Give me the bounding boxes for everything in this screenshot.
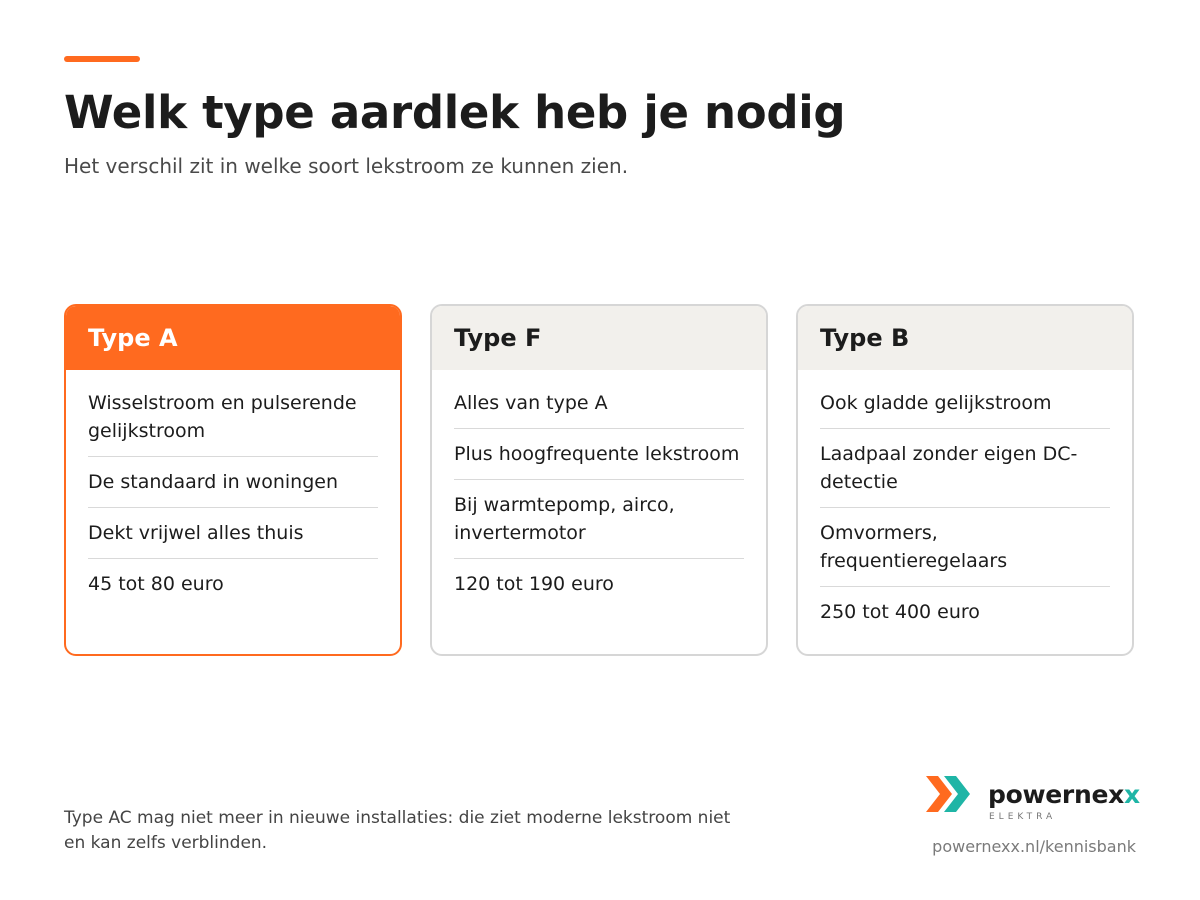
list-item: Bij warmtepomp, airco, invertermotor [454, 480, 744, 559]
page-subtitle: Het verschil zit in welke soort lekstroom ze kunnen zien. [64, 154, 629, 178]
card-title: Type A [66, 306, 400, 370]
card-title: Type F [432, 306, 766, 370]
card-type-a [64, 304, 402, 656]
brand-logo [926, 772, 1140, 826]
page-title: Welk type aardlek heb je nodig [64, 86, 846, 139]
list-item: Omvormers, frequentieregelaars [820, 508, 1110, 587]
list-item: De standaard in woningen [88, 457, 378, 508]
list-item: Ook gladde gelijkstroom [820, 378, 1110, 429]
list-item: Wisselstroom en pulserende gelijkstroom [88, 378, 378, 457]
card-type-f [430, 304, 768, 656]
card-feature-list [798, 370, 1132, 637]
double-chevron-right-icon [926, 774, 972, 814]
card-feature-list [432, 370, 766, 609]
brand-tagline: ELEKTRA [989, 812, 1057, 822]
list-item: Alles van type A [454, 378, 744, 429]
card-type-b [796, 304, 1134, 656]
footnote: Type AC mag niet meer in nieuwe installaties: die ziet moderne lekstroom niet en kan zelfs verblinden. [64, 808, 731, 853]
list-item: 250 tot 400 euro [820, 601, 980, 623]
list-item: Plus hoogfrequente lekstroom [454, 429, 744, 480]
accent-bar [64, 56, 140, 62]
brand-name [988, 780, 1140, 809]
list-item: Dekt vrijwel alles thuis [88, 508, 378, 559]
brand-name-accent: x [1123, 780, 1140, 809]
card-title: Type B [798, 306, 1132, 370]
list-item: 120 tot 190 euro [454, 573, 614, 595]
site-url: powernexx.nl/kennisbank [932, 837, 1136, 856]
card-feature-list [66, 370, 400, 609]
list-item: Laadpaal zonder eigen DC-detectie [820, 429, 1110, 508]
brand-name-main: powernex [988, 780, 1124, 809]
list-item: 45 tot 80 euro [88, 573, 224, 595]
card-grid [64, 304, 1136, 656]
